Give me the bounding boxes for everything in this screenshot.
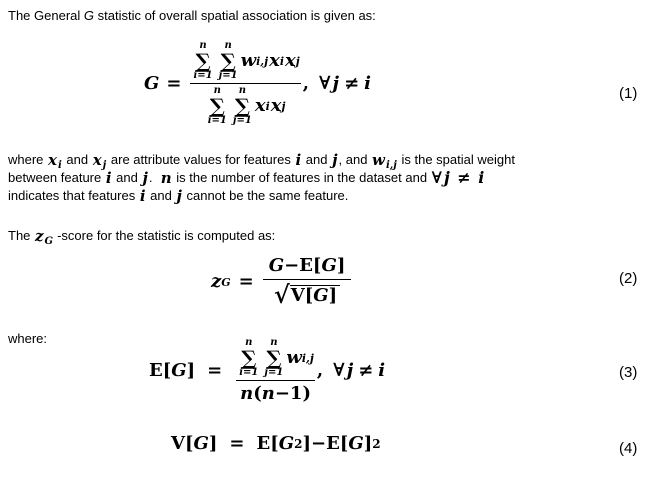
- equals-sign: =: [238, 271, 254, 292]
- math-sub: i: [279, 54, 284, 68]
- text-run: and: [62, 152, 92, 167]
- definition-line-3: [8, 187, 348, 205]
- left-paren: (: [253, 383, 262, 404]
- text-run: statistic of overall spatial association is given as:: [94, 8, 376, 23]
- variance-operator: V[: [171, 433, 194, 454]
- sum-lower-limit: j=1: [232, 115, 252, 126]
- math-var: G: [278, 433, 295, 454]
- expectation-operator: E[: [149, 359, 172, 381]
- equation-4: [171, 435, 381, 453]
- text-run: and: [146, 188, 176, 203]
- minus-sign: −: [311, 433, 327, 454]
- math-var: i: [105, 169, 112, 187]
- radicand: [290, 285, 340, 305]
- equation-3-number: (3): [619, 364, 638, 381]
- text-run: is the spatial weight: [397, 152, 515, 167]
- right-bracket: ]: [186, 359, 196, 381]
- right-paren: ): [302, 383, 311, 404]
- math-sub: i: [265, 99, 270, 113]
- math-var: w: [286, 347, 302, 368]
- text-run: The: [8, 228, 35, 243]
- equation-3: [149, 338, 385, 403]
- sum-upper-limit: n: [245, 337, 253, 348]
- sigma-icon: ∑: [234, 94, 250, 118]
- text-run: and: [302, 152, 332, 167]
- math-var: G: [321, 255, 337, 276]
- math-var: G: [313, 285, 329, 306]
- variance-operator: V[: [290, 285, 314, 306]
- text-run: is the number of features in the dataset and: [172, 170, 431, 185]
- math-var: i: [378, 359, 386, 381]
- math-var: i: [478, 168, 485, 187]
- sum-upper-limit: n: [224, 40, 232, 51]
- denominator: [240, 383, 311, 403]
- sum-upper-limit: n: [213, 85, 221, 96]
- math-var: x: [269, 50, 280, 71]
- math-var: n: [160, 169, 172, 187]
- math-var: G: [193, 433, 209, 454]
- sigma-icon: ∑: [195, 49, 211, 73]
- math-var: j: [142, 169, 148, 187]
- right-bracket: ]: [328, 285, 338, 306]
- fraction: [263, 257, 352, 307]
- equals-sign: =: [207, 359, 223, 381]
- math-sub: i,j: [256, 54, 269, 68]
- square-root: [273, 280, 340, 309]
- not-equal-sign: ≠: [344, 72, 360, 94]
- math-var: x: [92, 151, 102, 169]
- math-sub: G: [44, 236, 54, 247]
- definition-line-2: [8, 169, 485, 187]
- math-var: n: [240, 383, 254, 404]
- equals-sign: =: [166, 72, 182, 94]
- text-run: indicates that features: [8, 188, 139, 203]
- comma: ,: [316, 359, 324, 381]
- math-var: x: [254, 95, 266, 116]
- equation-4-number: (4): [619, 440, 638, 457]
- math-var: j: [332, 72, 340, 94]
- sum-upper-limit: n: [270, 337, 278, 348]
- equation-2: [211, 257, 353, 307]
- expectation-operator: E[: [256, 433, 279, 454]
- sum-lower-limit: j=1: [218, 70, 238, 81]
- math-var: w: [240, 50, 257, 71]
- text-run: between feature: [8, 170, 105, 185]
- intro-text: [8, 7, 376, 25]
- variable-g: G: [83, 8, 94, 23]
- math-var: G: [171, 359, 187, 381]
- fraction: [190, 41, 300, 126]
- math-var: z: [211, 271, 222, 292]
- sum-operator: [219, 41, 238, 81]
- sum-lower-limit: i=1: [239, 367, 259, 378]
- sigma-icon: ∑: [220, 49, 236, 73]
- right-bracket: ]: [336, 255, 346, 276]
- text-run: -score for the statistic is computed as:: [57, 228, 276, 243]
- forall-symbol: ∀: [319, 72, 331, 94]
- math-var: G: [144, 72, 160, 94]
- math-var: z: [35, 227, 44, 245]
- forall-symbol: ∀: [431, 168, 442, 187]
- fraction: [236, 338, 315, 403]
- math-sup: 2: [372, 437, 381, 451]
- right-bracket: ]: [302, 433, 311, 454]
- right-bracket: ]: [363, 433, 373, 454]
- numerator: [236, 338, 315, 378]
- math-var: j: [346, 359, 354, 381]
- sum-upper-limit: n: [238, 85, 246, 96]
- math-var: i: [364, 72, 371, 94]
- sum-lower-limit: i=1: [207, 115, 227, 126]
- zscore-text: [8, 227, 275, 251]
- numerator: [263, 257, 352, 277]
- radical-icon: √: [273, 280, 290, 309]
- fraction-bar: [236, 380, 315, 381]
- math-var: j: [332, 151, 338, 169]
- math-var: x: [270, 95, 282, 116]
- math-var: w: [372, 151, 385, 169]
- math-sub: j: [102, 160, 107, 171]
- math-var: j: [443, 168, 450, 187]
- math-sub: i,j: [385, 160, 397, 171]
- where-label: where:: [8, 331, 48, 346]
- sum-operator: [193, 41, 212, 81]
- fraction-bar: [190, 83, 300, 84]
- sum-operator: [233, 86, 252, 126]
- equals-sign: =: [229, 433, 245, 454]
- number-one: 1: [289, 383, 303, 404]
- text-run: and: [112, 170, 142, 185]
- math-sub: i: [57, 160, 62, 171]
- math-sup: 2: [294, 437, 303, 451]
- math-var: G: [268, 255, 285, 276]
- sum-lower-limit: i=1: [193, 70, 213, 81]
- denominator: [205, 86, 287, 126]
- math-var: i: [295, 151, 302, 169]
- sum-operator: [208, 86, 227, 126]
- denominator: [274, 282, 340, 307]
- right-bracket: ]: [208, 433, 218, 454]
- text-run: are attribute values for features: [107, 152, 295, 167]
- sum-upper-limit: n: [199, 40, 207, 51]
- math-var: j: [176, 187, 182, 205]
- text-run: .: [148, 170, 160, 185]
- equation-1: [144, 41, 371, 126]
- minus-sign: −: [284, 255, 300, 276]
- math-var: x: [48, 151, 57, 169]
- math-var: x: [285, 50, 296, 71]
- expectation-operator: E[: [326, 433, 349, 454]
- math-var: i: [139, 187, 146, 205]
- not-equal-sign: ≠: [451, 168, 477, 187]
- not-equal-sign: ≠: [358, 359, 374, 381]
- text-run: , and: [338, 152, 372, 167]
- comma: ,: [302, 72, 309, 94]
- forall-symbol: ∀: [333, 359, 345, 381]
- equation-2-number: (2): [619, 270, 638, 287]
- minus-sign: −: [274, 383, 290, 404]
- math-sub: j: [281, 99, 286, 113]
- sum-operator: [239, 338, 258, 378]
- sigma-icon: ∑: [241, 346, 257, 370]
- text-run: The General: [8, 8, 84, 23]
- text-run: cannot be the same feature.: [182, 188, 349, 203]
- sum-lower-limit: j=1: [264, 367, 284, 378]
- math-var: n: [261, 383, 275, 404]
- sigma-icon: ∑: [266, 346, 282, 370]
- sigma-icon: ∑: [209, 94, 225, 118]
- sum-operator: [264, 338, 283, 378]
- text-run: where: [8, 152, 48, 167]
- expectation-operator: E[: [299, 255, 322, 276]
- numerator: [190, 41, 300, 81]
- math-sub: G: [221, 275, 231, 289]
- math-sub: j: [295, 54, 300, 68]
- math-var: G: [348, 433, 364, 454]
- equation-1-number: (1): [619, 85, 638, 102]
- math-sub: i,j: [301, 351, 314, 365]
